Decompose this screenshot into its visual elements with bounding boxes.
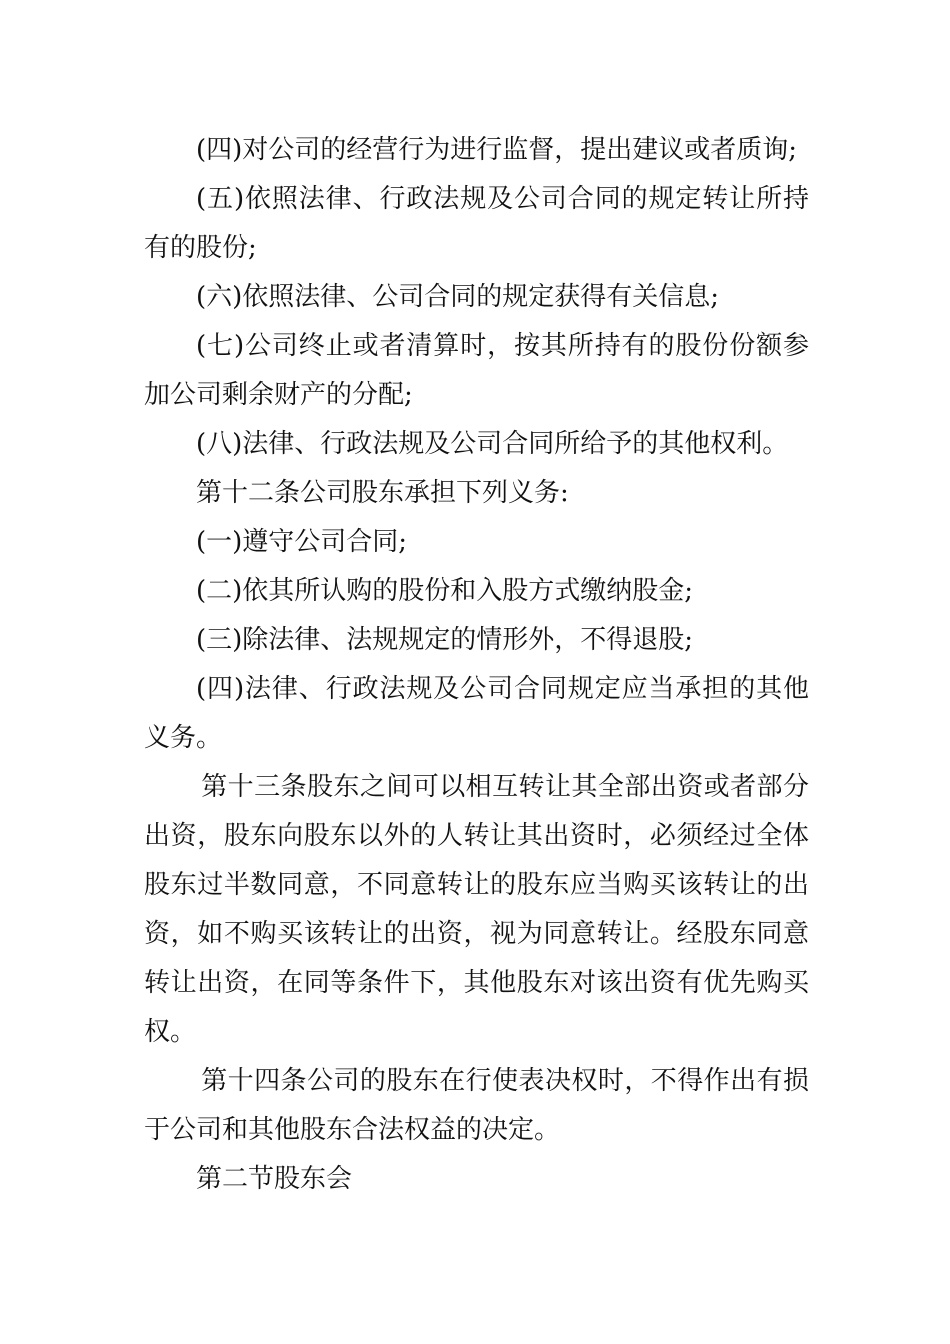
document-body [144, 126, 809, 1204]
paragraph-duty-comply: (一)遵守公司合同; [196, 527, 408, 557]
paragraph-duty-pay: (二)依其所认购的股份和入股方式缴纳股金; [196, 576, 694, 606]
article-12-heading: 第十二条公司股东承担下列义务: [196, 478, 569, 508]
article-13: 第十三条股东之间可以相互转让其全部出资或者部分出资，股东向股东以外的人转让其出资时，必须经过全体股东过半数同意，不同意转让的股东应当购买该转让的出资，如不购买该转让的出资，视为同意转让。经股东同意转让出资，在同等条件下，其他股东对该出资有优先购买权。 [144, 772, 809, 1047]
paragraph-right-other: (八)法律、行政法规及公司合同所给予的其他权利。 [196, 429, 789, 459]
section-heading: 第二节股东会 [196, 1164, 353, 1194]
article-14: 第十四条公司的股东在行使表决权时，不得作出有损于公司和其他股东合法权益的决定。 [144, 1066, 809, 1145]
paragraph-right-transfer-shares: (五)依照法律、行政法规及公司合同的规定转让所持有的股份; [144, 184, 809, 263]
paragraph-right-residual-assets: (七)公司终止或者清算时，按其所持有的股份份额参加公司剩余财产的分配; [144, 331, 809, 410]
paragraph-duty-other: (四)法律、行政法规及公司合同规定应当承担的其他义务。 [144, 674, 809, 753]
paragraph-right-information: (六)依照法律、公司合同的规定获得有关信息; [196, 282, 720, 312]
paragraph-duty-no-withdraw: (三)除法律、法规规定的情形外，不得退股; [196, 625, 694, 655]
paragraph-right-supervise: (四)对公司的经营行为进行监督，提出建议或者质询; [196, 135, 798, 165]
